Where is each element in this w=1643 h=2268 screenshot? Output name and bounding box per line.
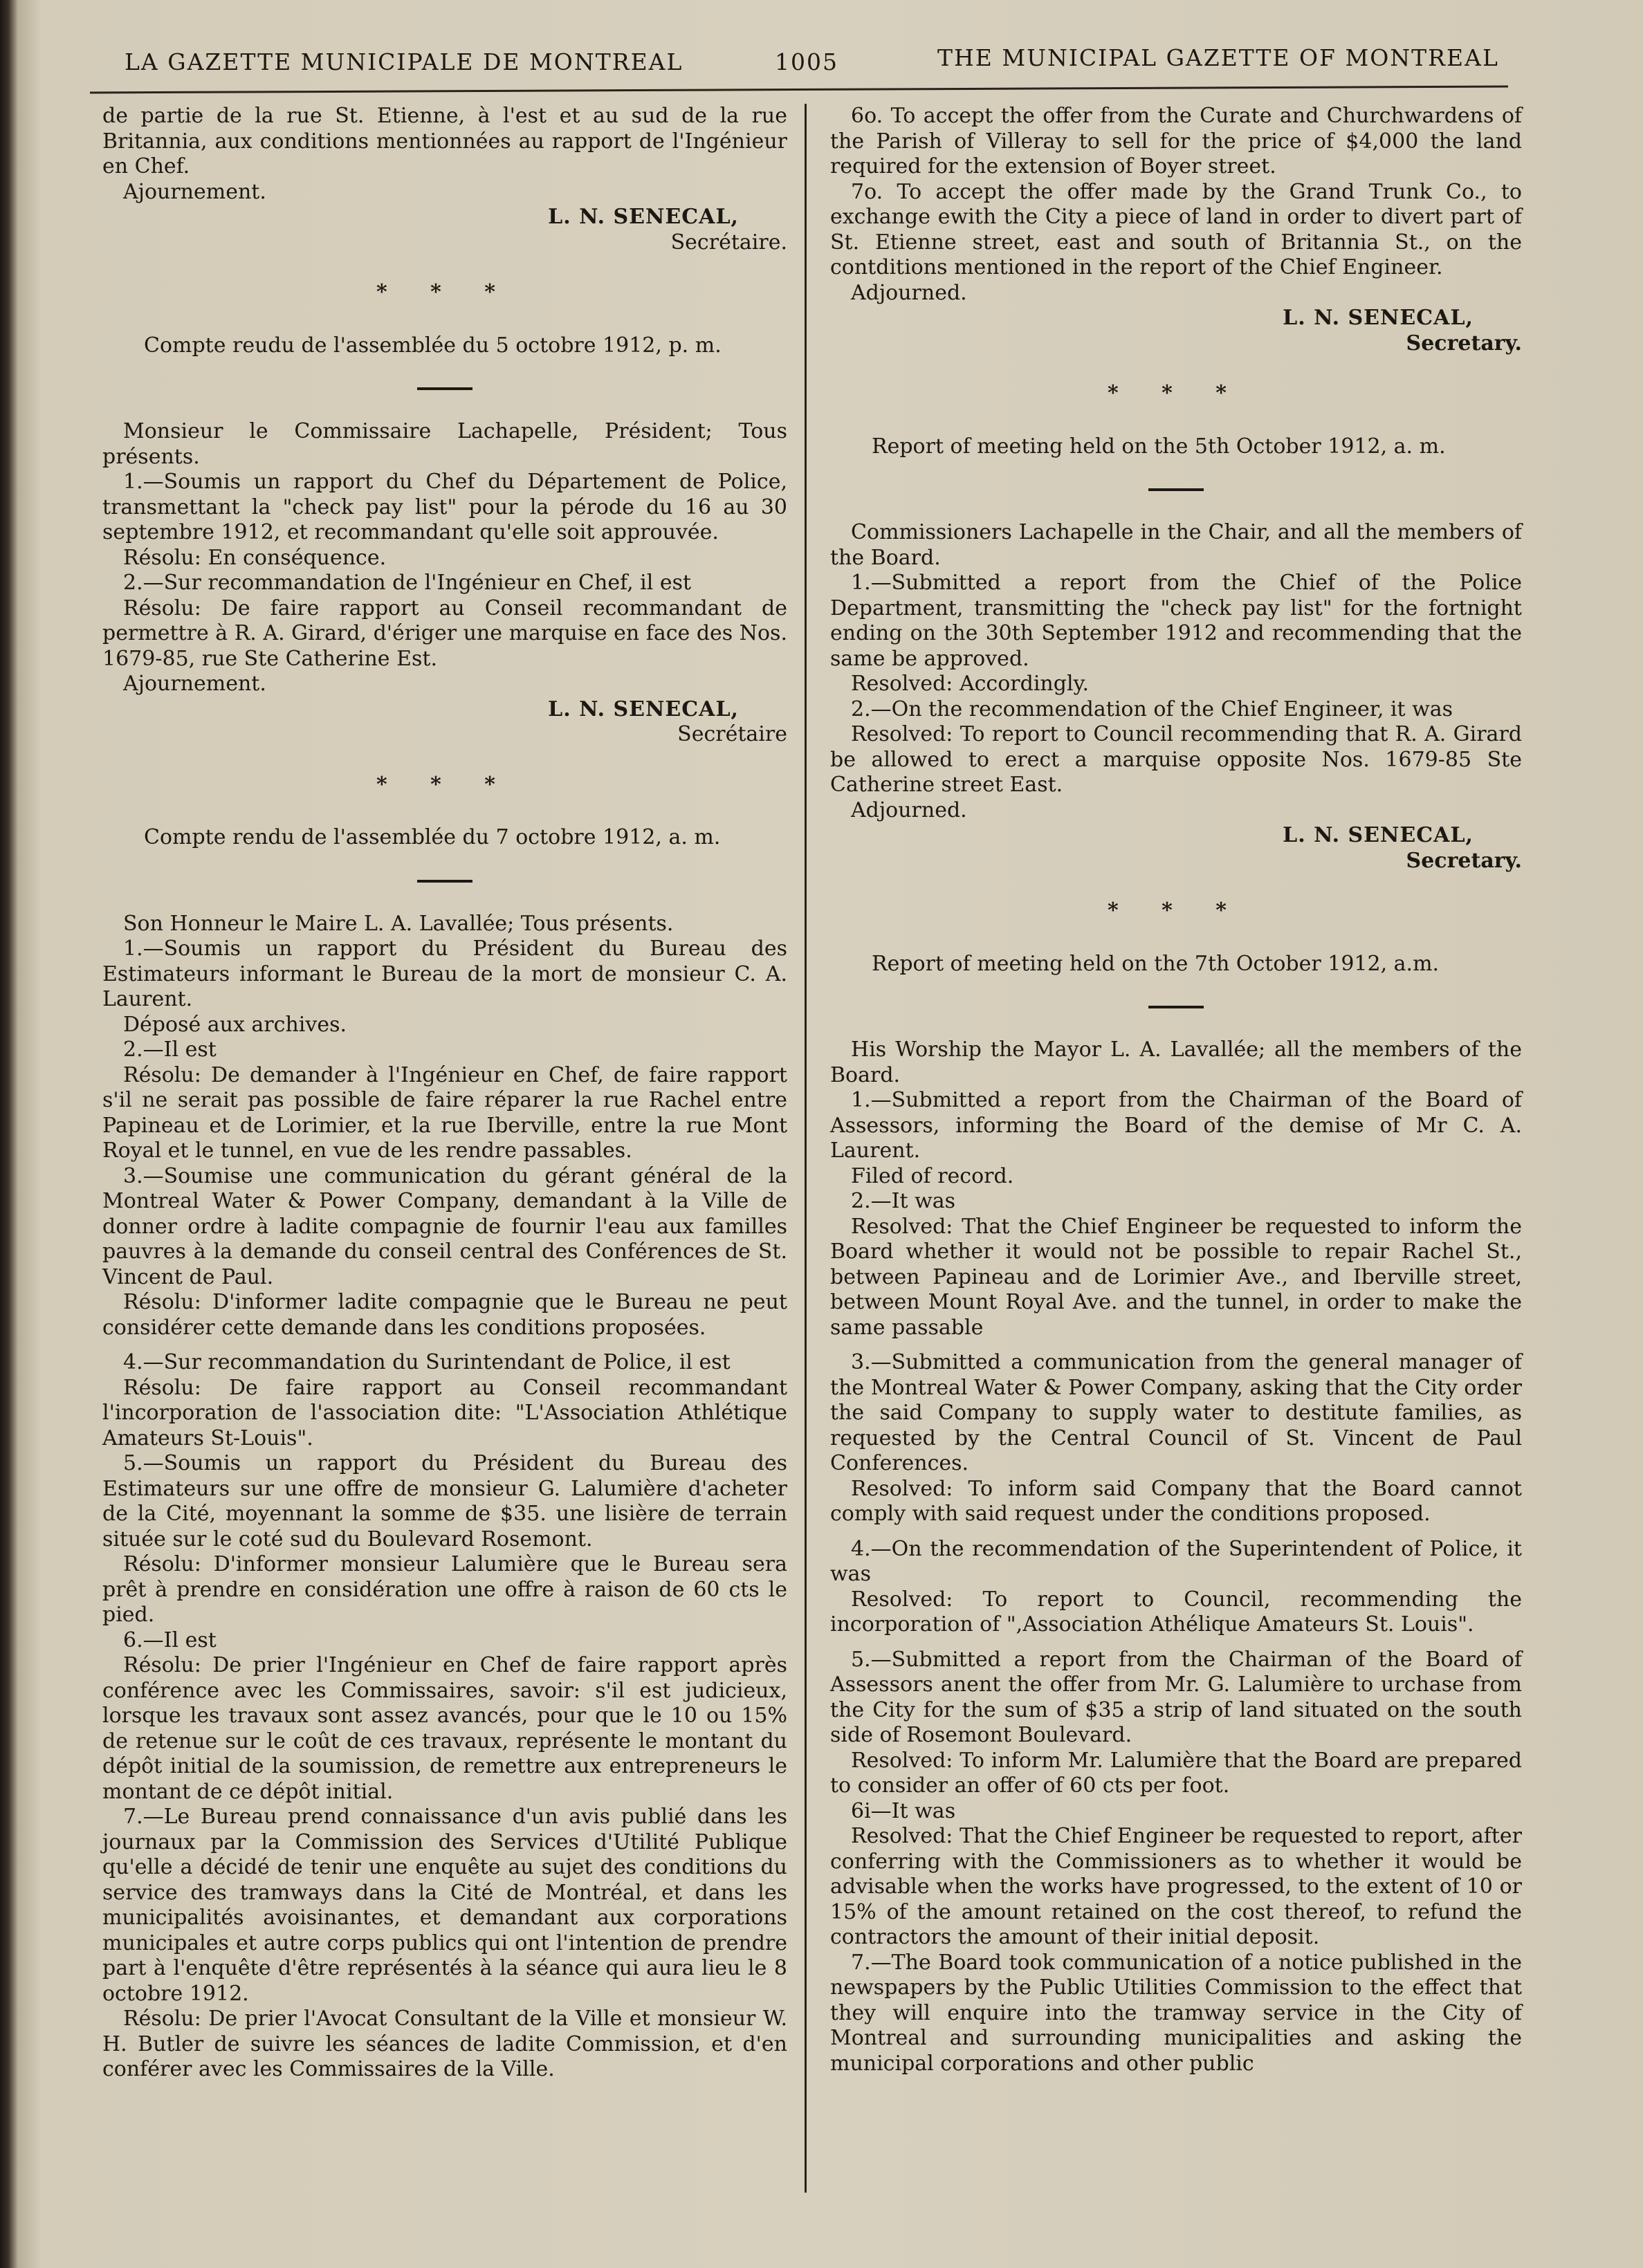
signature-name: L. N. SENECAL, [548,697,739,721]
item: 4.—Sur recommandation du Surintendant de Police, il est [123,1350,731,1374]
signature-title: Secrétaire [677,722,787,746]
header-rule [90,86,1508,94]
resolution: Resolved: That the Chief Engineer be requested to inform the Board whether it would not be possible to repair Rachel St., between Papineau and de Lorimier Ave., and Iberville street, between Mount Royal Ave. and the tunnel, in order to make the same passable [830,1214,1522,1340]
resolution: Filed of record. [851,1163,1014,1188]
resolution: Resolved: To report to Council, recommending the incorporation of ",Association Athélique Amateurs St. Louis". [830,1587,1522,1637]
item: 7o. To accept the offer made by the Grand Trunk Co., to exchange ewith the City a piece of land in order to divert part of St. Etienne street, east and south of Britannia St., on the contditions mentioned in the report of the Chief Engineer. [830,179,1522,279]
attendance: Son Honneur le Maire L. A. Lavallée; Tous présents. [123,911,674,936]
section-separator: * * * [376,280,513,304]
item: 2.—It was [851,1189,956,1213]
item: 6i—It was [851,1798,956,1823]
adjournment: Ajournement. [123,179,266,204]
header-french-title: LA GAZETTE MUNICIPALE DE MONTREAL [125,48,683,75]
signature [830,306,1522,356]
resolution: Déposé aux archives. [123,1012,347,1037]
item: 3.—Soumise une communication du gérant général de la Montreal Water & Power Company, demandant à la Ville de donner ordre à ladite compagnie de fournir l'eau aux familles pauvres à la demande du conseil central des Conférences de St. Vincent de Paul. [102,1163,787,1289]
resolution: Resolved: That the Chief Engineer be requested to report, after conferring with the Commissioners as to whether it would be advisable when the works have progressed, to the extent of 10 or 15% of the amount retained on the cost thereof, to refund the contractors the amount of their initial deposit. [830,1824,1522,1949]
signature-name: L. N. SENECAL, [1283,306,1474,330]
item: 1.—Soumis un rapport du Président du Bureau des Estimateurs informant le Bureau de la mort de monsieur C. A. Laurent. [102,937,787,1011]
signature-title: Secretary. [1406,848,1522,873]
french-column [102,104,787,2083]
meeting-heading: Compte reudu de l'assemblée du 5 octobre 1912, p. m. [144,333,722,358]
meeting-heading: Report of meeting held on the 7th October 1912, a.m. [872,951,1440,976]
meeting-heading: Compte rendu de l'assemblée du 7 octobre 1912, a. m. [144,825,721,849]
resolution: Resolved: To report to Council recommending that R. A. Girard be allowed to erect a marquise opposite Nos. 1679-85 Ste Catherine street East. [830,722,1522,797]
header-english-title: THE MUNICIPAL GAZETTE OF MONTREAL [937,44,1499,71]
resolution: Résolu: De demander à l'Ingénieur en Chef, de faire rapport s'il ne serait pas possible de faire réparer la rue Rachel entre Papineau et de Lorimier, et la rue Iberville, entre la rue Mont Royal et le tunnel, en vue de les rendre passables. [102,1062,787,1163]
item: 5.—Soumis un rapport du Président du Bureau des Estimateurs sur une offre de monsieur G. Lalumière d'acheter de la Cité, moyennant la somme de $35. une lisière de terrain située sur le coté sud du Boulevard Rosemont. [102,1451,787,1551]
item: 2.—Sur recommandation de l'Ingénieur en Chef, il est [123,571,692,595]
signature [102,697,787,748]
short-rule [1148,1006,1204,1008]
english-column [830,104,1522,2076]
signature-title: Secretary. [1406,331,1522,356]
meeting-heading: Report of meeting held on the 5th October 1912, a. m. [872,434,1446,459]
item: 1.—Submitted a report from the Chief of the Police Department, transmitting the "check pay list" for the fortnight ending on the 30th September 1912 and recommending that the same be approved. [830,571,1522,671]
attendance: His Worship the Mayor L. A. Lavallée; all the members of the Board. [830,1038,1522,1087]
resolution: Résolu: De faire rapport au Conseil recommandant de permettre à R. A. Girard, d'ériger une marquise en face des Nos. 1679-85, rue Ste Catherine Est. [102,596,787,671]
item: 1.—Submitted a report from the Chairman of the Board of Assessors, informing the Board of the demise of Mr C. A. Laurent. [830,1088,1522,1163]
resolution: Résolu: De faire rapport au Conseil recommandant l'incorporation de l'association dite: "L'Association Athlétique Amateurs St-Louis". [102,1375,787,1450]
resolution: Resolved: To inform Mr. Lalumière that the Board are prepared to consider an offer of 60 cts per foot. [830,1748,1522,1798]
signature [102,205,787,255]
resolution: Resolved: To inform said Company that the Board cannot comply with said request under the conditions proposed. [830,1476,1522,1526]
resolution: Résolu: D'informer monsieur Lalumière que le Bureau sera prêt à prendre en considération une offre à raison de 60 cts le pied. [102,1552,787,1627]
signature-name: L. N. SENECAL, [548,205,739,229]
paragraph: de partie de la rue St. Etienne, à l'est et au sud de la rue Britannia, aux conditions mentionnées au rapport de l'Ingénieur en Chef. [102,104,787,178]
resolution: Résolu: De prier l'Ingénieur en Chef de faire rapport après conférence avec les Commissaires, savoir: s'il est judicieux, lorsque les travaux sont assez avancés, pour que le 10 ou 15% de retenue sur le coût de ces travaux, représente le montant du dépôt initial de la soumission, de remettre aux entrepreneurs le montant de ce dépôt initial. [102,1653,787,1804]
item: 2.—Il est [123,1038,217,1062]
item: 5.—Submitted a report from the Chairman of the Board of Assessors anent the offer from Mr. G. Lalumière to urchase from the City for the sum of $35 a strip of land situated on the south side of Rosemont Boulevard. [830,1647,1522,1747]
attendance: Monsieur le Commissaire Lachapelle, Président; Tous présents. [102,419,787,469]
item: 6.—Il est [123,1628,217,1652]
short-rule [1148,488,1204,491]
section-separator: * * * [1108,381,1245,405]
signature [830,823,1522,874]
adjournment: Adjourned. [851,280,967,305]
page-number: 1005 [775,48,838,75]
adjournment: Adjourned. [851,798,967,822]
attendance: Commissioners Lachapelle in the Chair, and all the members of the Board. [830,520,1522,570]
item: 3.—Submitted a communication from the general manager of the Montreal Water & Power Company, asking that the City order the said Company to supply water to destitute families, as requested by the Central Council of St. Vincent de Paul Conferences. [830,1350,1522,1475]
item: 7.—The Board took communication of a notice published in the newspapers by the Public Utilities Commission to the effect that they will enquire into the tramway service in the City of Montreal and surrounding municipalities and asking the municipal corporations and other public [830,1950,1522,2076]
resolution: Résolu: D'informer ladite compagnie que le Bureau ne peut considérer cette demande dans les conditions proposées. [102,1290,787,1340]
item: 2.—On the recommendation of the Chief Engineer, it was [851,697,1453,721]
resolution: Résolu: De prier l'Avocat Consultant de la Ville et monsieur W. H. Butler de suivre les séances de ladite Commission, et d'en conférer avec les Commissaires de la Ville. [102,2007,787,2081]
section-separator: * * * [376,772,513,797]
short-rule [417,387,472,390]
short-rule [417,880,472,883]
adjournment: Ajournement. [123,672,266,696]
resolution: Resolved: Accordingly. [851,672,1090,696]
item: 1.—Soumis un rapport du Chef du Département de Police, transmettant la "check pay list" pour la pérode du 16 au 30 septembre 1912, et recommandant qu'elle soit approuvée. [102,470,787,544]
item: 4.—On the recommendation of the Superintendent of Police, it was [830,1536,1522,1586]
item: 6o. To accept the offer from the Curate and Churchwardens of the Parish of Villeray to sell for the price of $4,000 the land required for the extension of Boyer street. [830,104,1522,178]
signature-name: L. N. SENECAL, [1283,823,1474,847]
page-header [125,43,1501,84]
section-separator: * * * [1108,898,1245,923]
resolution: Résolu: En conséquence. [123,545,387,570]
item: 7.—Le Bureau prend connaissance d'un avis publié dans les journaux par la Commission des Services d'Utilité Publique qu'elle a décidé de tenir une enquête au sujet des conditions du service des tramways dans la Cité de Montréal, et dans les municipalités avoisinantes, et demandant aux corporations municipales et autre corps publics qui ont l'intention de prendre part à l'enquête d'être représentés à la séance qui aura lieu le 8 octobre 1912. [102,1805,787,2006]
column-divider [805,104,807,2193]
signature-title: Secrétaire. [670,230,787,255]
